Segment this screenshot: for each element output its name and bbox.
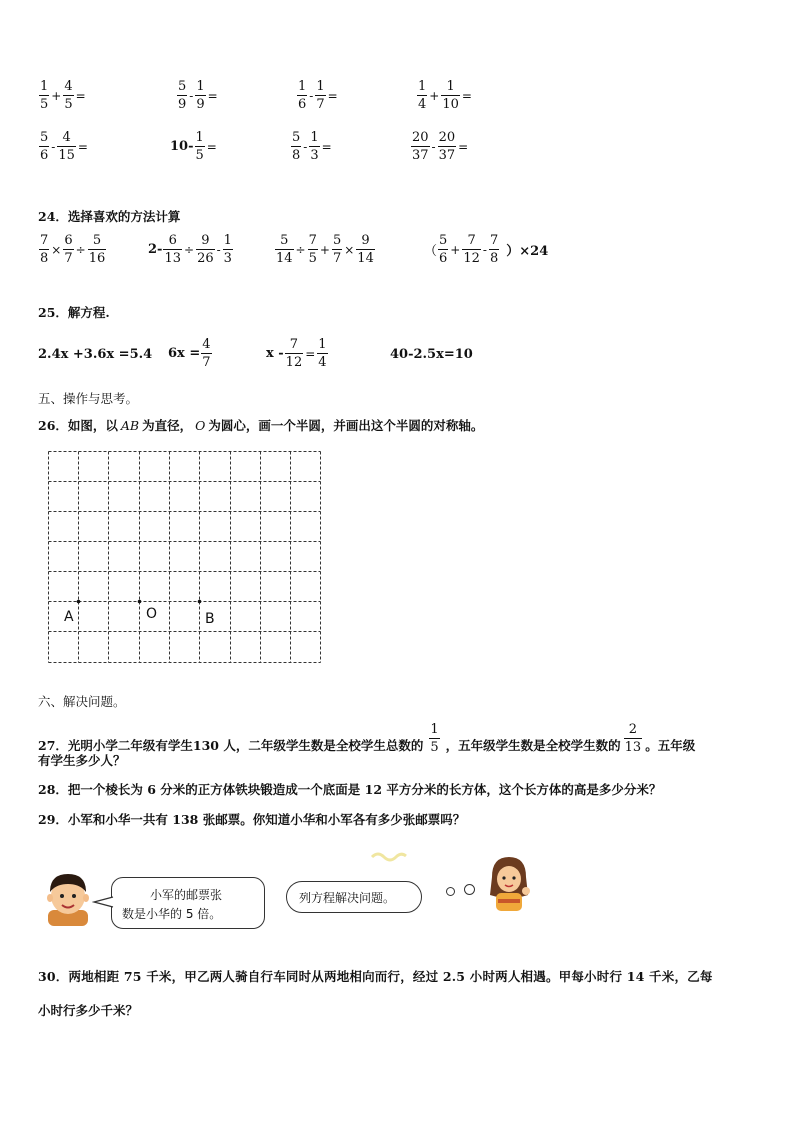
q30-line1: 30．两地相距 75 千米，甲乙两人骑自行车同时从两地相向而行，经过 2.5 小时两人相遇。甲每小时行 14 千米，乙每 — [38, 969, 713, 984]
fraction: $\frac{1}{5}$ — [40, 79, 49, 112]
bubble-tail — [92, 895, 114, 909]
calc-1-4: $\frac{1}{4}$ + $\frac{1}{10}$ = — [418, 79, 472, 112]
point-o — [138, 600, 142, 604]
dashed-grid — [48, 451, 321, 663]
section-5-title: 五、操作与思考。 — [38, 391, 139, 406]
calc-1-3: $\frac{1}{6}$ - $\frac{1}{7}$ = — [298, 79, 338, 112]
thought-dot-1 — [446, 887, 455, 896]
q25-title: 25．解方程. — [38, 305, 110, 320]
point-b — [198, 600, 202, 604]
label-a: A — [64, 609, 74, 625]
q24-expr-2: 2- $\frac{6}{13}$ ÷ $\frac{9}{26}$ - $\frac{1}{3}$ — [148, 233, 232, 266]
calc-2-2: 10- $\frac{1}{5}$ = — [170, 130, 217, 163]
bubble-line-2: 数是小华的 5 倍。 — [122, 907, 222, 921]
q24-title: 24．选择喜欢的方法计算 — [38, 209, 181, 224]
calc-2-4: $\frac{20}{37}$ - $\frac{20}{37}$ = — [412, 130, 469, 163]
label-o: O — [146, 606, 158, 622]
boy-avatar-icon — [40, 870, 96, 926]
q25-expr-1: 2.4x +3.6x =5.4 — [38, 347, 153, 362]
q26-text: 26．如图，以 AB 为直径， O 为圆心，画一个半圆，并画出这个半圆的对称轴。 — [38, 418, 484, 433]
q28-text: 28．把一个棱长为 6 分米的正方体铁块锻造成一个底面是 12 平方分米的长方体，这个长方体的高是多少分米？ — [38, 782, 662, 797]
calc-2-1: $\frac{5}{6}$ - $\frac{4}{15}$ = — [40, 130, 88, 163]
bubble-line-1: 小军的邮票张 — [150, 888, 223, 902]
point-a — [77, 600, 81, 604]
label-b: B — [205, 611, 215, 627]
calc-1-1: $\frac{1}{5}$ + $\frac{4}{5}$ = — [40, 79, 86, 112]
calc-1-2: $\frac{5}{9}$ - $\frac{1}{9}$ = — [178, 79, 218, 112]
thought-dot-2 — [464, 884, 475, 895]
fraction: $\frac{4}{5}$ — [64, 79, 73, 112]
section-6-title: 六、解决问题。 — [38, 694, 126, 709]
q24-expr-1: $\frac{7}{8}$ × $\frac{6}{7}$ ÷ $\frac{5}{16}$ — [40, 233, 106, 266]
cloud-text: 列方程解决问题。 — [299, 891, 396, 905]
q29-text: 29．小军和小华一共有 138 张邮票。你知道小华和小军各有多少张邮票吗？ — [38, 812, 466, 827]
q24-expr-4: （ $\frac{5}{6}$ + $\frac{7}{12}$ - $\frac{7}{8}$ ）×24 — [424, 233, 549, 266]
girl-avatar-icon — [486, 855, 532, 915]
decorative-splash-icon — [368, 849, 410, 865]
q25-expr-3: x - $\frac{7}{12}$ = $\frac{1}{4}$ — [266, 337, 327, 370]
speech-bubble — [111, 877, 265, 929]
calc-2-3: $\frac{5}{8}$ - $\frac{1}{3}$ = — [292, 130, 332, 163]
q24-expr-3: $\frac{5}{14}$ ÷ $\frac{7}{5}$ + $\frac{5}{7}$ × $\frac{9}{14}$ — [276, 233, 374, 266]
thought-cloud — [286, 881, 422, 913]
q25-expr-2: 6x = $\frac{4}{7}$ — [168, 337, 211, 370]
q30-line2: 小时行多少千米？ — [38, 1003, 139, 1018]
q27-line2: 有学生多少人？ — [38, 753, 126, 768]
q25-expr-4: 40-2.5x=10 — [390, 347, 473, 362]
q27-line1: 27．光明小学二年级有学生130 人，二年级学生数是全校学生总数的 $\frac{1}{5}$ ，五年级学生数是全校学生数的 $\frac{2}{13}$ 。五年级 — [38, 722, 696, 755]
